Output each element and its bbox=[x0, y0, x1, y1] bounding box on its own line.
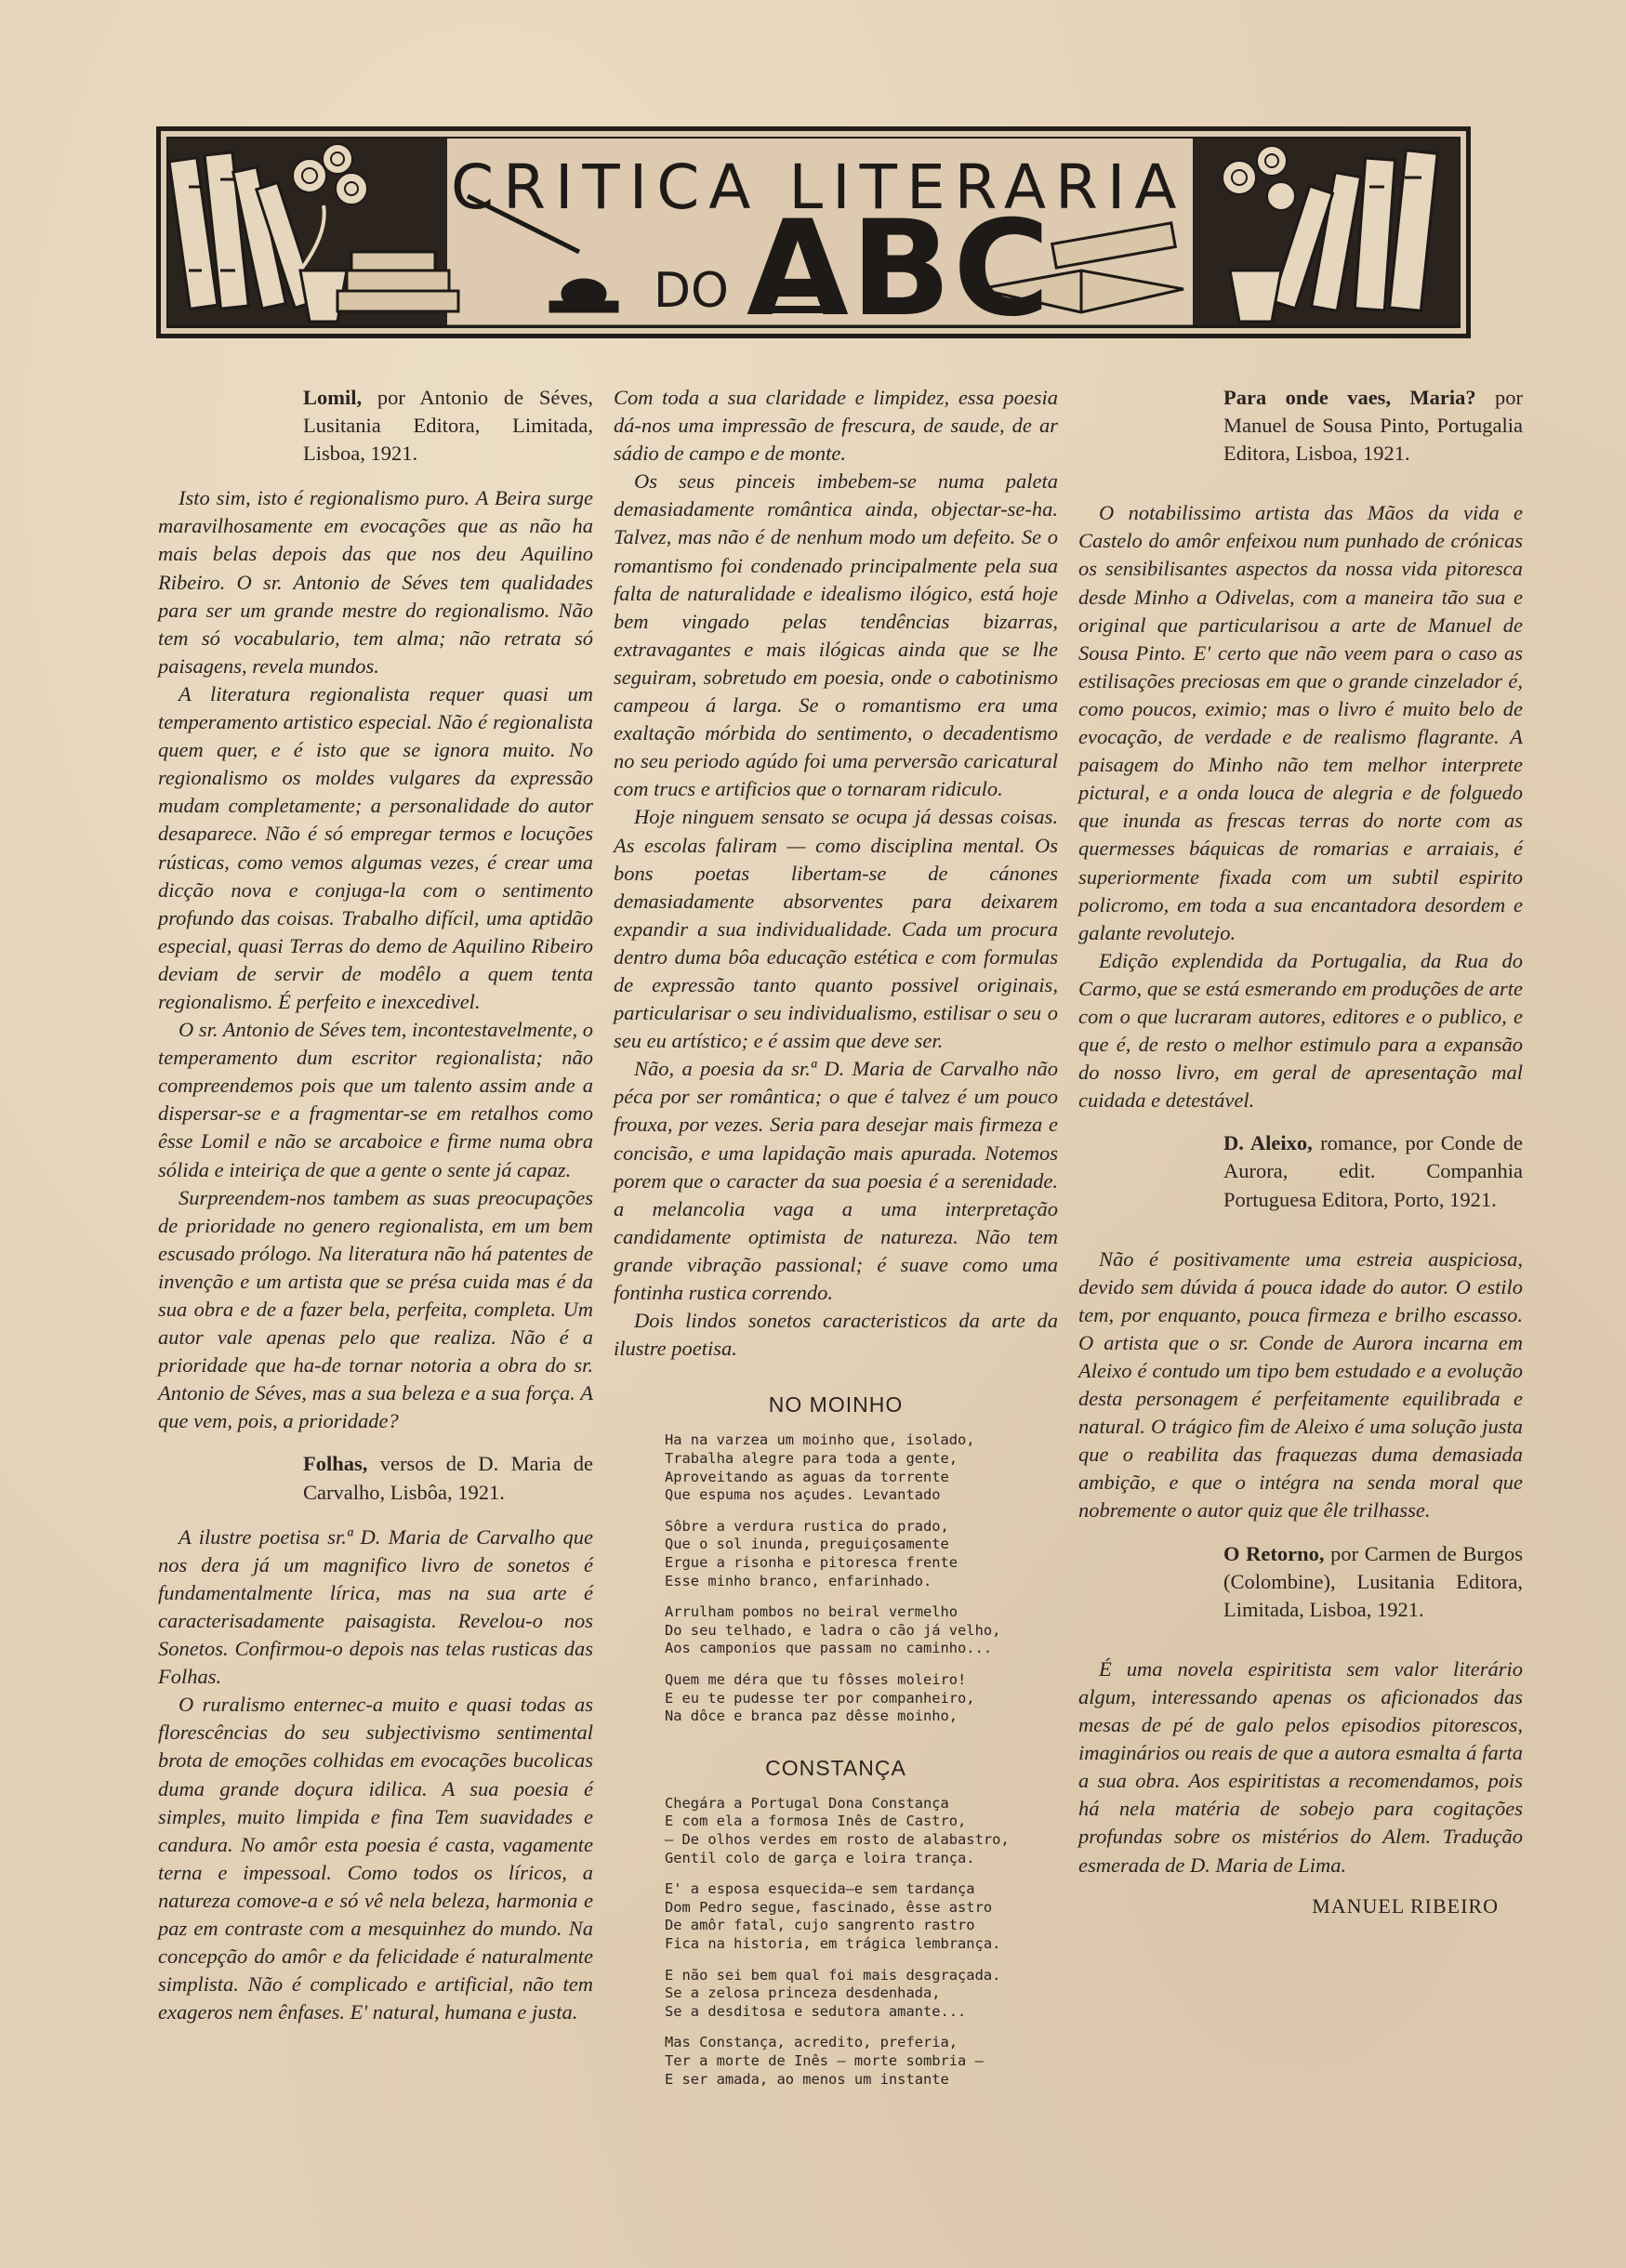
poem-stanza: E não sei bem qual foi mais desgraçada. Se a zelosa princeza desdenhada, Se a desditosa e sedutora amante... bbox=[665, 1966, 1001, 2020]
author-signature: MANUEL RIBEIRO bbox=[1312, 1893, 1499, 1918]
banner-title: CRITICA LITERARIA bbox=[451, 152, 1186, 223]
poem-stanza: Sôbre a verdura rustica do prado, Que o sol inunda, preguiçosamente Ergue a risonha e pitoresca frente Esse minho branco, enfarinhado. bbox=[665, 1517, 958, 1589]
paragraph: É uma novela espiritista sem valor literário algum, interessando apenas os aficionados das mesas de pé de galo pelos episodios pitorescos, imaginários ou reais de que a autora esmalta á farta a sua obra. Aos espiritistas a recomendamos, pois há nela matéria de sobejo para cogitações profundas sobre os mistérios do Alem. Tradução esmerada de D. Maria de Lima. bbox=[1078, 1656, 1523, 1877]
column-3 bbox=[1078, 384, 1523, 1920]
poem-stanza: Ha na varzea um moinho que, isolado, Trabalha alegre para toda a gente, Aproveitando as aguas da torrente Que espuma nos açudes. Levantado bbox=[665, 1431, 975, 1504]
poem-title-constanca: CONSTANÇA bbox=[765, 1755, 906, 1780]
review-details: por Antonio de Séves, Lusitania Editora, Limitada, Lisboa, 1921. bbox=[303, 386, 593, 466]
review-heading-o-retorno bbox=[1223, 1540, 1523, 1624]
review-heading-folhas bbox=[303, 1450, 593, 1506]
poem-stanza: Chegára a Portugal Dona Constança E com ela a formosa Inês de Castro, — De olhos verdes em rosto de alabastro, Gentil colo de garça e loira trança. bbox=[665, 1794, 1010, 1866]
poem-stanza: Quem me déra que tu fôsses moleiro! E eu te pudesse ter por companheiro, Na dôce e branca paz dêsse moinho, bbox=[665, 1670, 975, 1725]
paragraph: O sr. Antonio de Séves tem, incontestavelmente, o temperamento dum escritor regionalista; não compreendemos pois que um talento assim ande a dispersar-se e a fragmentar-se em retalhos como êsse Lomil e não se arcaboice e firme numa obra sólida e inteiriça de que a gente o sente já capaz. bbox=[158, 1018, 593, 1181]
banner-title-do: DO bbox=[654, 263, 729, 319]
poem-stanza: Mas Constança, acredito, preferia, Ter a morte de Inês — morte sombria — E ser amada, ao menos um instante bbox=[665, 2034, 984, 2088]
paragraph: O ruralismo enternec-a muito e quasi todas as florescências do seu subjectivismo sentimental brota de emoções colhidas em evocações bucolicas duma grande doçura idilica. A sua poesia é simples, muito limpida e fina Tem suavidades e candura. No amôr esta poesia é casta, vagamente terna e impessoal. Como todos os líricos, a natureza comove-a e só vê nela beleza, harmonia e paz em contraste com a mesquinhez do mundo. Na concepção do amôr e da felicidade é naturalmente simplista. Não é complicado e artificial, não tem exageros nem ênfases. E' natural, humana e justa. bbox=[158, 1693, 593, 2024]
review-title: Lomil, bbox=[303, 386, 363, 409]
review-details: por Carmen de Burgos (Colombine), Lusitania Editora, Limitada, Lisboa, 1921. bbox=[1223, 1541, 1524, 1621]
header-banner bbox=[156, 126, 1471, 338]
review-title: Folhas, bbox=[303, 1452, 368, 1476]
review-heading-para-onde-vaes bbox=[1223, 384, 1523, 468]
poem-stanza: Arrulham pombos no beiral vermelho Do seu telhado, e ladra o cão já velho, Aos camponios que passam no caminho... bbox=[665, 1603, 1001, 1657]
review-heading-lomil bbox=[303, 384, 593, 468]
review-title: D. Aleixo, bbox=[1223, 1131, 1313, 1155]
review-heading-d-aleixo bbox=[1223, 1129, 1523, 1213]
paragraph: A ilustre poetisa sr.ª D. Maria de Carvalho que nos dera já um magnifico livro de sonetos é fundamentalmente lírica, mas na sua arte é caracterisadamente paisagista. Revelou-o nos Sonetos. Confirmou-o depois nas telas rusticas das Folhas. bbox=[158, 1524, 593, 1689]
paragraph: Dois lindos sonetos caracteristicos da arte da ilustre poetisa. bbox=[614, 1309, 1058, 1361]
paragraph: Hoje ninguem sensato se ocupa já dessas coisas. As escolas faliram — como disciplina mental. Os bons poetas libertam-se de cánones demasiadamente absorventes para deixarem expandir a sua individualidade. Cada um procura dentro duma bôa educação estética e com formulas de expressão tanto quanto possivel originais, particularisar o seu individualismo, estilisar o seu o seu eu artístico; e é assim que deve ser. bbox=[614, 805, 1058, 1053]
column-1 bbox=[158, 384, 593, 2026]
banner-title-abc: ABC bbox=[747, 192, 1052, 338]
paragraph: Não, a poesia da sr.ª D. Maria de Carvalho não péca por ser romântica; o que é talvez é um pouco frouxa, por vezes. Seria para desejar mais firmeza e concisão, e uma lapidação mais apurada. Notemos porem que o caracter da sua poesia é a serenidade. a melancolia vaga a uma interpretação candidamente optimista de natureza. Não tem grande vibração passional; é suave como uma fontinha rustica correndo. bbox=[614, 1057, 1058, 1304]
paragraph: Surpreendem-nos tambem as suas preocupações de prioridade no genero regionalista, em um bem escusado prólogo. Na literatura não há patentes de invenção e um artista que se présa cuida mas é da sua obra e de a fazer bela, perfeita, completa. Um autor vale apenas pelo que realiza. Não é a prioridade que ha-de tornar notoria a obra do sr. Antonio de Séves, mas a sua beleza e a sua força. A que vem, pois, a prioridade? bbox=[158, 1185, 593, 1433]
review-details: versos de D. Maria de Carvalho, Lisbôa, 1921. bbox=[303, 1452, 593, 1504]
review-details: por Manuel de Sousa Pinto, Portugalia Editora, Lisboa, 1921. bbox=[1223, 386, 1523, 466]
review-title: O Retorno, bbox=[1223, 1541, 1325, 1565]
poem-stanza: E' a esposa esquecida—e sem tardança Dom Pedro segue, fascinado, êsse astro De amôr fatal, cujo sangrento rastro Fica na historia, em trágica lembrança. bbox=[665, 1880, 1001, 1952]
paragraph: Isto sim, isto é regionalismo puro. A Beira surge maravilhosamente em evocações que as não ha mais belas depois das que nos deu Aquilino Ribeiro. O sr. Antonio de Séves tem qualidades para ser um grande mestre do regionalismo. Não tem só vocabulario, tem alma; não retrata só paisagens, revela mundos. bbox=[158, 486, 593, 678]
review-title: Para onde vaes, Maria? bbox=[1223, 386, 1476, 409]
paragraph: Não é positivamente uma estreia auspiciosa, devido sem dúvida á pouca idade do autor. O estilo tem, por enquanto, pouca firmeza e brilho escasso. O artista que o sr. Conde de Aurora incarna em Aleixo é contudo um tipo bem estudado e a evolução desta personagem é perfeitamente equilibrada e natural. O trágico fim de Aleixo é uma solução justa que o reabilita das fraquezas duma demasiada ambição, e que o intégra na senda moral que nobremente o autor quiz que êle trilhasse. bbox=[1078, 1246, 1523, 1523]
right-vase-icon bbox=[1230, 270, 1281, 322]
column-2 bbox=[614, 384, 1058, 2102]
paragraph: Com toda a sua claridade e limpidez, essa poesia dá-nos uma impressão de frescura, de saude, de ar sádio de campo e de monte. bbox=[614, 386, 1058, 466]
review-details: romance, por Conde de Aurora, edit. Companhia Portuguesa Editora, Porto, 1921. bbox=[1223, 1131, 1523, 1211]
poem-title-no-moinho: NO MOINHO bbox=[768, 1392, 904, 1418]
paragraph: A literatura regionalista requer quasi um temperamento artistico especial. Não é regionalista quem quer, e é isto que se ignora muito. No regionalismo os moldes vulgares da expressão mudam completamente; a personalidade do autor desaparece. Não é só empregar termos e locuções rústicas, como vemos algumas vezes, é crear uma dicção nova e conjuga-la com o sentimento profundo das coisas. Trabalho difícil, uma aptidão especial, quasi Terras do demo de Aquilino Ribeiro deviam de servir de modêlo a quem tenta regionalismo. É perfeito e inexcedivel. bbox=[158, 681, 593, 1013]
paragraph: O notabilissimo artista das Mãos da vida e Castelo do amôr enfeixou num punhado de crónicas os sensibilisantes aspectos da nossa vida pitoresca desde Minho a Odivelas, com a maneira tão sua e original que particularisou a arte de Manuel de Sousa Pinto. E' certo que não veem para o caso as estilisações preciosas em que o grande cinzelador é, como poucos, eximio; mas o livro é muito belo de evocação, de verdade e de realismo flagrante. A paisagem do Minho não tem melhor interprete pictural, e a onda louca de alegria e de folguedo que inunda as frescas terras do norte com as quermesses báquicas de romarias e arraiais, é superiormente fixada com um subtil espirito policromo, em toda a sua encantadora desordem e galante revolutejo. bbox=[1078, 501, 1523, 944]
paragraph: Os seus pinceis imbebem-se numa paleta demasiadamente romântica ainda, objectar-se-ha. Talvez, mas não é de nenhum modo um defeito. Se o romantismo foi condenado principalmente pela sua falta de naturalidade e idealismo ilógico, está hoje bem vingado pelas tendências bizarras, extravagantes e mais ilógicas ainda que se lhe seguiram, sobretudo em poesia, onde o cabotinismo campeou á larga. Se o romantismo era uma exaltação mórbida do sentimento, o decadentismo no seu periodo agúdo foi uma perversão caricatural com trucs e artificios que o tornaram ridiculo. bbox=[614, 469, 1058, 801]
paragraph: Edição explendida da Portugalia, da Rua do Carmo, que se está esmerando em produções de arte com o que lucraram autores, editores e o publico, e que é, de resto o melhor estimulo para a expansão do nosso livro, em geral de apresentação mal cuidada e detestável. bbox=[1078, 948, 1523, 1113]
